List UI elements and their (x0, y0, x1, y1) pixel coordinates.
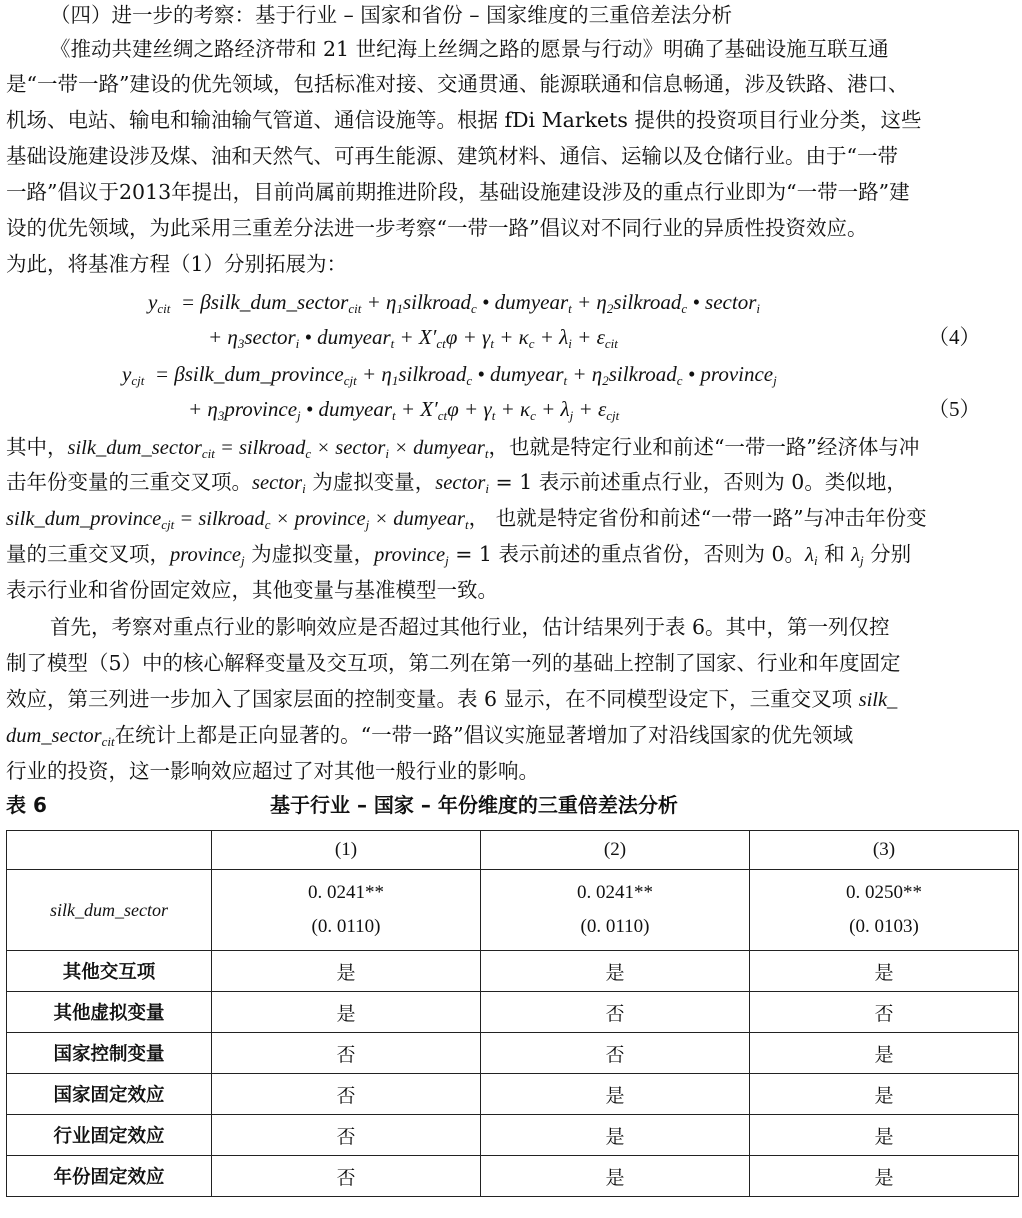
paragraph-3-line-2: 制了模型（5）中的核心解释变量及交互项，第二列在第一列的基础上控制了国家、行业和年度固定 (6, 651, 901, 675)
table-row (7, 1115, 1019, 1156)
table-cell: 是 (750, 951, 1019, 992)
paragraph-1-line-3: 机场、电站、输电和输油输气管道、通信设施等。根据 fDi Markets 提供的投资项目行业分类，这些 (6, 108, 922, 132)
coef-std-error: (0. 0103) (849, 916, 919, 937)
coef-estimate: 0. 0241** (308, 882, 384, 903)
table-row (7, 992, 1019, 1033)
table-row (7, 1033, 1019, 1074)
p2-text: = 1 表示前述重点行业，否则为 0。类似地， (489, 470, 907, 494)
p2-text: 和 (817, 542, 852, 566)
equation-5-number: （5） (928, 397, 981, 421)
p2-text: 为虚拟变量， (305, 470, 436, 494)
table-cell: 是 (750, 1033, 1019, 1074)
table-cell: 否 (481, 992, 750, 1033)
p2-var: province$_j$ (374, 544, 449, 568)
p2-var: sector$_i$ (435, 472, 489, 496)
p2-var: $\lambda_j$ (851, 544, 864, 568)
table-coef-row (7, 870, 1019, 951)
table-cell: 是 (212, 992, 481, 1033)
section-heading: （四）进一步的考察：基于行业 – 国家和省份 – 国家维度的三重倍差法分析 (50, 3, 733, 27)
equation-5-line-1: $y_{cjt}$ = βsilk_dum_province$_{cjt}$ + $\eta_1silkroad_c$ • dumyear$_t$ + $\eta_2silkroad_c$ • province$_j$ (122, 362, 777, 388)
table-row (7, 951, 1019, 992)
table-cell: 是 (750, 1074, 1019, 1115)
equation-5-line-2: + $\eta_3province_j$ • dumyear$_t$ + $X'_{ct}\varphi + \gamma_t + \kappa_c + \lambda_j + \varepsilon_{cjt}$ (188, 397, 620, 423)
paragraph-3-line-5: 行业的投资，这一影响效应超过了对其他一般行业的影响。 (6, 759, 539, 783)
row-label: 其他虚拟变量 (7, 992, 212, 1033)
coef-std-error: (0. 0110) (311, 916, 381, 937)
table-cell: 是 (481, 1074, 750, 1115)
table-cell: 是 (481, 1115, 750, 1156)
table-cell: 否 (750, 992, 1019, 1033)
table-cell: 是 (750, 1156, 1019, 1197)
header-empty-cell (7, 831, 212, 870)
table-cell: 否 (212, 1074, 481, 1115)
p3-text: 效应，第三列进一步加入了国家层面的控制变量。表 6 显示，在不同模型设定下，三重交叉项 (6, 687, 859, 711)
paragraph-3-line-1: 首先，考察对重点行业的影响效应是否超过其他行业，估计结果列于表 6。其中，第一列仅控 (50, 615, 890, 639)
equation-4-line-2: + $\eta_3sector_i$ • dumyear$_t$ + $X'_{ct}\varphi + \gamma_t + \kappa_c + \lambda_i + \varepsilon_{cit}$ (208, 325, 618, 351)
table-cell: 是 (750, 1115, 1019, 1156)
p3-var: dum_sector$_{cit}$ (6, 725, 115, 749)
paragraph-2-line-5: 表示行业和省份固定效应，其他变量与基准模型一致。 (6, 578, 498, 602)
p2-var: $\lambda_i$ (805, 544, 818, 568)
coef-cell (212, 870, 481, 951)
coef-std-error: (0. 0110) (580, 916, 650, 937)
row-label: 国家固定效应 (7, 1074, 212, 1115)
column-header: (1) (212, 831, 481, 870)
paragraph-2-line-4 (6, 539, 911, 576)
p2-text: ， 也就是特定省份和前述“一带一路”与冲击年份变 (468, 506, 927, 530)
p2-text: 其中， (6, 435, 68, 459)
table-cell: 是 (481, 951, 750, 992)
coef-variable-name: silk_dum_sector (7, 870, 212, 951)
paragraph-1-line-1: 《推动共建丝绸之路经济带和 21 世纪海上丝绸之路的愿景与行动》明确了基础设施互联互通 (50, 37, 889, 61)
paragraph-3-line-4 (6, 720, 853, 757)
table-cell: 否 (212, 1115, 481, 1156)
paragraph-1-line-2: 是“一带一路”建设的优先领域，包括标准对接、交通贯通、能源联通和信息畅通，涉及铁路、港口、 (6, 72, 909, 96)
p2-text: = 1 表示前述的重点省份，否则为 0。 (448, 542, 806, 566)
paragraph-1-line-6: 设的优先领域，为此采用三重差分法进一步考察“一带一路”倡议对不同行业的异质性投资效应。 (6, 216, 868, 240)
p2-var: sector$_i$ (252, 472, 306, 496)
p2-formula-province: silk_dum_province$_{cjt}$ = silkroad$_c$ × province$_j$ × dumyear$_t$ (6, 508, 469, 532)
equation-4-line-1: $y_{cit}$ = βsilk_dum_sector$_{cit}$ + $\eta_1silkroad_c$ • dumyear$_t$ + $\eta_2silkroad_c$ • sector$_i$ (148, 290, 761, 316)
p2-text: ，也就是特定行业和前述“一带一路”经济体与冲 (488, 435, 920, 459)
coef-cell (750, 870, 1019, 951)
table-cell: 否 (212, 1033, 481, 1074)
row-label: 国家控制变量 (7, 1033, 212, 1074)
p2-text: 为虚拟变量， (244, 542, 375, 566)
table-row (7, 1074, 1019, 1115)
paragraph-1-line-7: 为此，将基准方程（1）分别拓展为： (6, 252, 348, 276)
row-label: 年份固定效应 (7, 1156, 212, 1197)
table-label: 表 6 (6, 793, 47, 817)
table-cell: 否 (212, 1156, 481, 1197)
row-label: 其他交互项 (7, 951, 212, 992)
p2-var: province$_j$ (170, 544, 245, 568)
p2-text: 量的三重交叉项， (6, 542, 170, 566)
table-cell: 否 (481, 1033, 750, 1074)
p3-var: silk_ (858, 689, 898, 711)
equation-4-number: （4） (928, 325, 981, 349)
table-cell: 是 (212, 951, 481, 992)
paragraph-2-line-3 (6, 503, 927, 540)
table-title: 基于行业 – 国家 – 年份维度的三重倍差法分析 (270, 793, 678, 817)
row-label: 行业固定效应 (7, 1115, 212, 1156)
table-row (7, 1156, 1019, 1197)
coef-estimate: 0. 0250** (846, 882, 922, 903)
p3-text: 在统计上都是正向显著的。“一带一路”倡议实施显著增加了对沿线国家的优先领域 (114, 723, 854, 747)
table-header-row (7, 831, 1019, 870)
paragraph-3-line-3 (6, 684, 897, 715)
paragraph-2-line-1 (6, 432, 919, 469)
p2-formula-sector: silk_dum_sector$_{cit}$ = silkroad$_c$ × sector$_i$ × dumyear$_t$ (67, 437, 489, 461)
table-cell: 是 (481, 1156, 750, 1197)
coef-cell (481, 870, 750, 951)
p2-text: 分别 (863, 542, 912, 566)
p2-text: 击年份变量的三重交叉项。 (6, 470, 252, 494)
paragraph-2-line-2 (6, 467, 907, 504)
column-header: (2) (481, 831, 750, 870)
paragraph-1-line-4: 基础设施建设涉及煤、油和天然气、可再生能源、建筑材料、通信、运输以及仓储行业。由于“一带 (6, 144, 898, 168)
p3-var-text: dum_sector (6, 725, 102, 747)
regression-table (6, 830, 1019, 1197)
paragraph-1-line-5: 一路”倡议于2013年提出，目前尚属前期推进阶段，基础设施建设涉及的重点行业即为“一带一路”建 (6, 180, 910, 204)
coef-estimate: 0. 0241** (577, 882, 653, 903)
column-header: (3) (750, 831, 1019, 870)
